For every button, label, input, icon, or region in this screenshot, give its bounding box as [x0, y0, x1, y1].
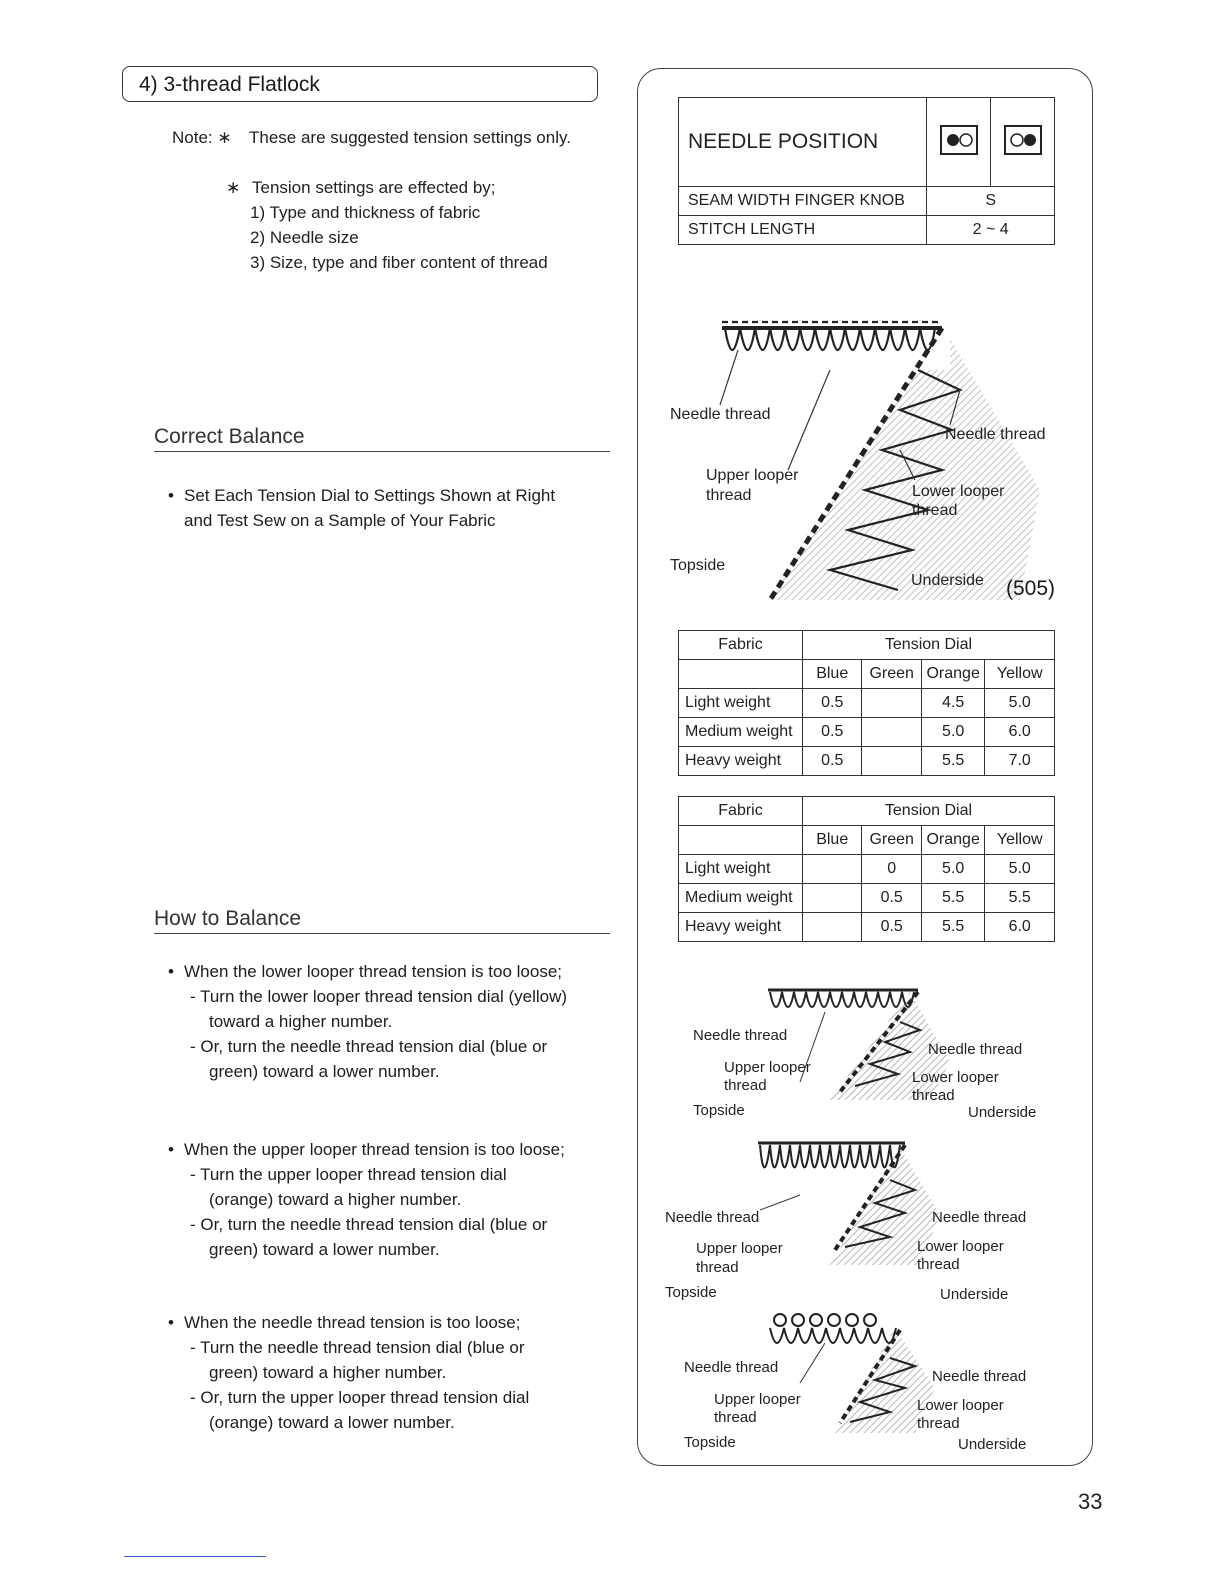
correct-balance-heading: Correct Balance [154, 425, 610, 452]
fig3-needle-left: Needle thread [684, 1359, 779, 1376]
asterisk-icon: ∗ [226, 178, 241, 197]
table-row: Light weight 0.5 4.5 5.0 [679, 689, 1055, 718]
note-item-1: 1) Type and thickness of fabric [250, 203, 481, 222]
needle-right-icon [1004, 125, 1042, 155]
main-upper-looper: Upper looper [706, 467, 799, 484]
color-yellow: Yellow [985, 660, 1055, 689]
fig3-lower: Lower looper [917, 1397, 1004, 1414]
main-underside: Underside [911, 572, 984, 589]
fig2-needle-left: Needle thread [665, 1209, 760, 1226]
fig1-lower-2: thread [912, 1087, 955, 1104]
note-item-2: 2) Needle size [250, 228, 359, 247]
bullet-icon: • [168, 1140, 174, 1159]
section-number: 4) [139, 73, 158, 96]
seam-width-value: S [927, 187, 1055, 216]
main-upper-looper-2: thread [706, 487, 752, 504]
main-topside: Topside [670, 557, 726, 574]
bullet-icon: • [168, 962, 174, 981]
fig1-upper-2: thread [724, 1077, 767, 1094]
fig2-upper-2: thread [696, 1259, 739, 1276]
page-number: 33 [1078, 1489, 1103, 1514]
table-row: Light weight 0 5.0 5.0 [679, 855, 1055, 884]
fig3-lower-2: thread [917, 1415, 960, 1432]
section-title: 3-thread Flatlock [163, 73, 320, 96]
main-lower-looper: Lower looper [912, 483, 1005, 500]
fig1-needle-right: Needle thread [928, 1041, 1023, 1058]
main-needle-thread-right: Needle thread [945, 426, 1046, 443]
balance-item-3: • When the needle thread tension is too loose; - Turn the needle thread tension dial (blue or green) toward a higher number. - Or, turn the upper looper thread tension dial (orange) toward a lower number. [184, 1310, 616, 1435]
fig3-underside: Underside [958, 1436, 1027, 1453]
note-line-2: Tension settings are effected by; [252, 178, 496, 197]
footer-link-underline[interactable] [124, 1556, 266, 1557]
table-row: Heavy weight 0.5 5.5 7.0 [679, 747, 1055, 776]
table-row: Medium weight 0.5 5.0 6.0 [679, 718, 1055, 747]
color-yellow: Yellow [985, 826, 1055, 855]
needle-left-icon [940, 125, 978, 155]
fig1-upper: Upper looper [724, 1059, 811, 1076]
fig2-lower-2: thread [917, 1256, 960, 1273]
seam-width-label: SEAM WIDTH FINGER KNOB [679, 187, 927, 216]
figure-number: (505) [1006, 577, 1056, 600]
how-to-balance-heading: How to Balance [154, 907, 610, 934]
main-lower-looper-2: thread [912, 502, 958, 519]
fig3-needle-right: Needle thread [932, 1368, 1027, 1385]
color-green: Green [862, 660, 921, 689]
needle-position-right [991, 98, 1055, 187]
fig2-upper: Upper looper [696, 1240, 783, 1257]
fig3-topside: Topside [684, 1434, 736, 1451]
color-orange: Orange [921, 826, 985, 855]
fig1-underside: Underside [968, 1104, 1037, 1121]
fig3-upper: Upper looper [714, 1391, 801, 1408]
fig2-needle-right: Needle thread [932, 1209, 1027, 1226]
color-blue: Blue [802, 826, 861, 855]
fabric-header: Fabric [679, 797, 803, 826]
color-blue: Blue [802, 660, 861, 689]
settings-table [678, 97, 1055, 245]
tension-dial-header: Tension Dial [802, 631, 1054, 660]
fig2-underside: Underside [940, 1286, 1009, 1303]
color-green: Green [862, 826, 921, 855]
note-line-1: These are suggested tension settings only. [249, 128, 571, 147]
color-orange: Orange [921, 660, 985, 689]
fig1-topside: Topside [693, 1102, 745, 1119]
stitch-length-label: STITCH LENGTH [679, 216, 927, 245]
stitch-length-value: 2 ~ 4 [927, 216, 1055, 245]
table-row: Heavy weight 0.5 5.5 6.0 [679, 913, 1055, 942]
fabric-header: Fabric [679, 631, 803, 660]
fig2-topside: Topside [665, 1284, 717, 1301]
main-needle-thread-left: Needle thread [670, 406, 771, 423]
section-title-box [122, 66, 598, 102]
bullet-icon: • [168, 486, 174, 505]
table-row: Medium weight 0.5 5.5 5.5 [679, 884, 1055, 913]
bullet-icon: • [168, 1313, 174, 1332]
blank-cell [679, 660, 803, 689]
balance-item-1: • When the lower looper thread tension is too loose; - Turn the lower looper thread tension dial (yellow) toward a higher number. - Or, turn the needle thread tension dial (blue or green) toward a lower number. [184, 959, 616, 1084]
tension-table-1 [678, 630, 1055, 776]
needle-position-left [927, 98, 991, 187]
tension-table-2 [678, 796, 1055, 942]
correct-balance-bullet: • Set Each Tension Dial to Settings Shown at Right and Test Sew on a Sample of Your Fabric [184, 483, 555, 533]
needle-position-label: NEEDLE POSITION [679, 98, 927, 187]
blank-cell [679, 826, 803, 855]
fig2-lower: Lower looper [917, 1238, 1004, 1255]
note-item-3: 3) Size, type and fiber content of thread [250, 253, 548, 272]
asterisk-icon: ∗ [217, 128, 232, 147]
balance-item-2: • When the upper looper thread tension is too loose; - Turn the upper looper thread tension dial (orange) toward a higher number. - Or, turn the needle thread tension dial (blue or green) toward a lower number. [184, 1137, 616, 1262]
note-label: Note: ∗ [172, 128, 232, 147]
fig1-lower: Lower looper [912, 1069, 999, 1086]
fig1-needle-left: Needle thread [693, 1027, 788, 1044]
fig3-upper-2: thread [714, 1409, 757, 1426]
tension-dial-header: Tension Dial [802, 797, 1054, 826]
